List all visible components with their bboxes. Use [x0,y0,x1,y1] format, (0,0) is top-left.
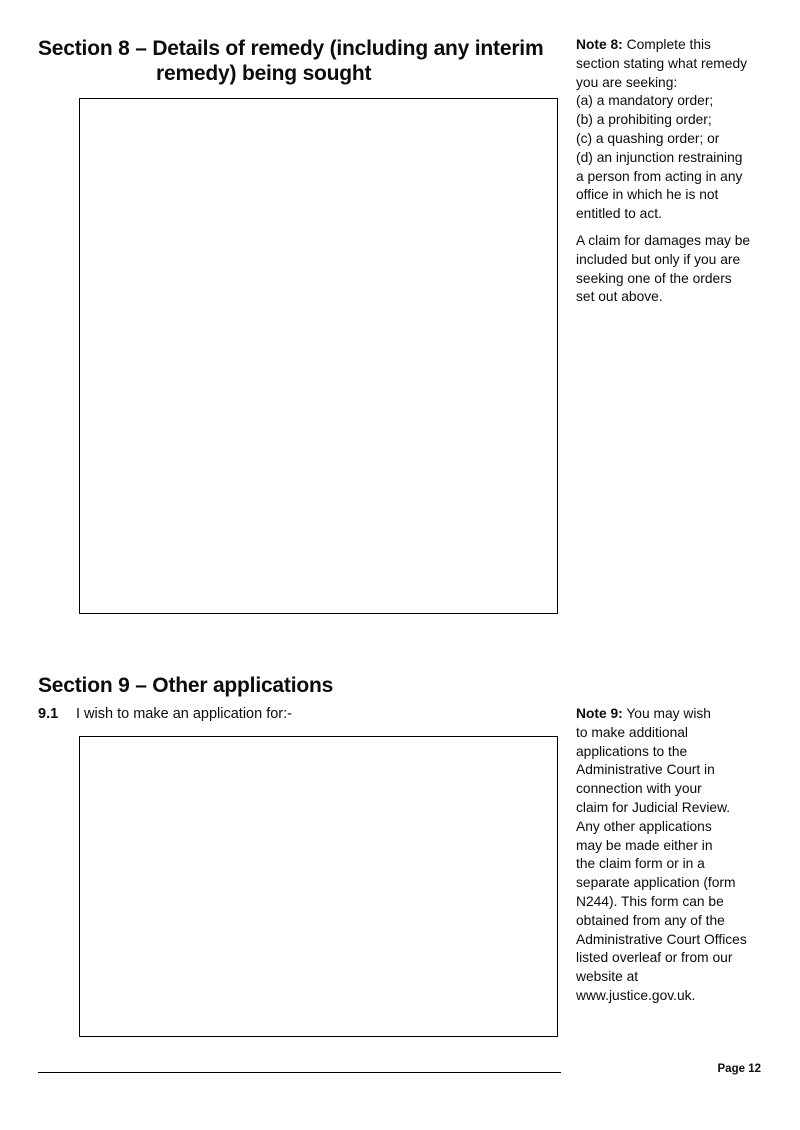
other-applications-field[interactable] [79,736,558,1037]
note-9-line: connection with your [576,781,702,797]
section-8-title-line-1: Details of remedy (including any interim [152,37,544,60]
note-9-line: to make additional [576,724,688,740]
section-8-title-line-2: remedy) being sought [156,62,372,85]
note-8-line: Complete this [626,37,711,52]
note-9-website-link[interactable]: www.justice.gov.uk. [576,987,696,1003]
section-8-number: Section 8 – [38,37,147,60]
note-8-line: entitled to act. [576,206,662,222]
note-9-line: Administrative Court in [576,762,715,778]
note-8 [576,36,771,315]
note-8-label: Note 8: [576,37,623,52]
question-9-1-text: I wish to make an application for:- [76,706,292,722]
note-8-line: you are seeking: [576,74,678,90]
note-8-line: (d) an injunction restraining [576,149,743,165]
note-9-line: obtained from any of the [576,912,725,928]
question-9-1-number: 9.1 [38,706,59,722]
note-9-line: claim for Judicial Review. [576,799,731,815]
section-8-heading [38,36,568,86]
note-9-line: separate application (form [576,875,736,891]
section-9-heading: Section 9 – Other applications [38,674,334,697]
note-8-line: (c) a quashing order; or [576,130,720,146]
note-9-line: the claim form or in a [576,856,705,872]
note-9-line: website at [576,969,639,985]
note-8-line: a person from acting in any [576,168,743,184]
note-8-line: office in which he is not [576,187,719,203]
note-8-line: seeking one of the orders [576,270,732,286]
note-9-line: applications to the [576,743,688,759]
note-9-line: N244). This form can be [576,893,724,909]
note-8-line: A claim for damages may be [576,232,751,248]
note-9-line: listed overleaf or from our [576,950,733,966]
note-8-line: set out above. [576,289,663,305]
note-8-paragraph-2 [576,232,771,307]
note-9-label: Note 9: [576,706,623,721]
note-9 [576,705,771,1014]
note-8-line: (a) a mandatory order; [576,93,714,109]
note-8-line: section stating what remedy [576,55,748,71]
note-8-paragraph-1 [576,36,771,224]
note-9-line: Any other applications [576,818,712,834]
note-9-line: Administrative Court Offices [576,931,747,947]
note-8-line: (b) a prohibiting order; [576,112,712,128]
footer-divider [38,1072,561,1073]
note-9-line: may be made either in [576,837,713,853]
note-9-line: You may wish [626,706,711,721]
note-8-line: included but only if you are [576,251,741,267]
remedy-details-field[interactable] [79,98,558,614]
note-9-paragraph [576,705,771,1006]
page-number: Page 12 [717,1063,761,1075]
